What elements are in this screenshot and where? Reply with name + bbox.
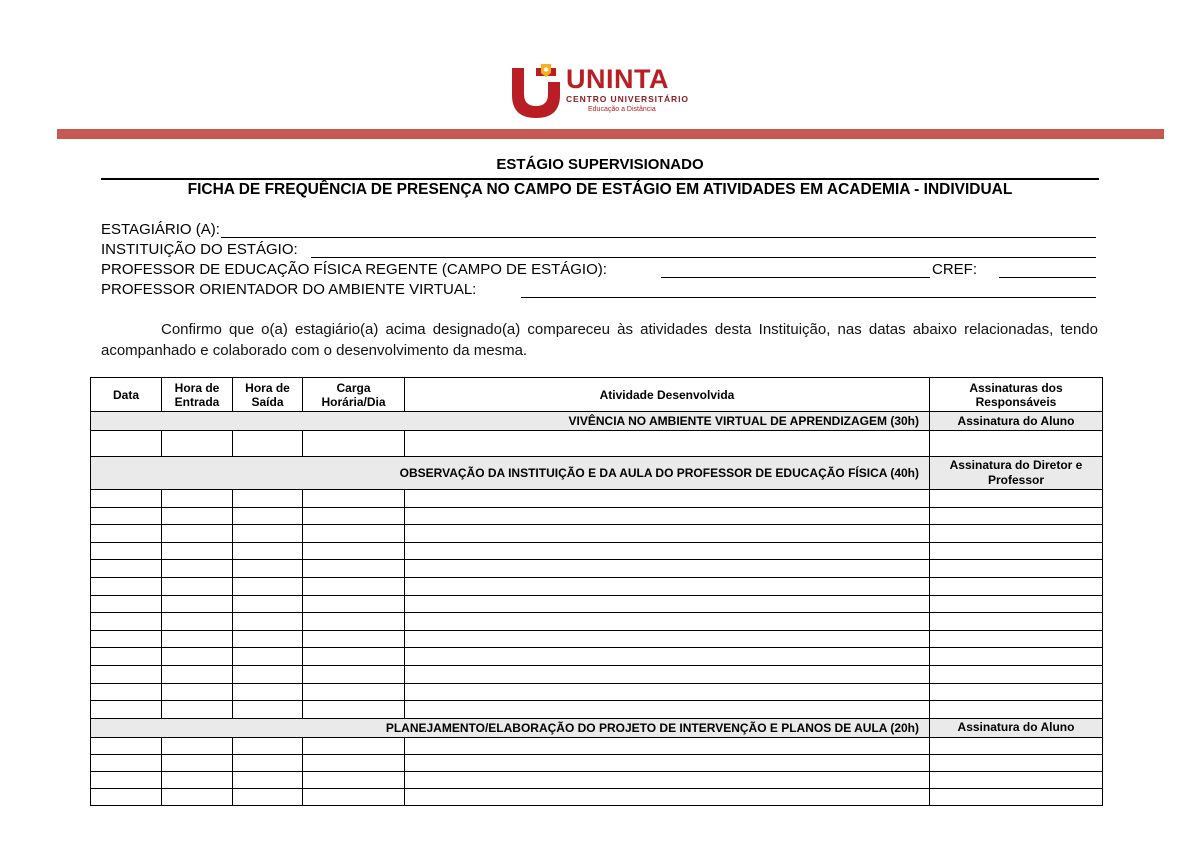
table-cell[interactable]: [303, 701, 405, 719]
table-cell[interactable]: [162, 577, 233, 595]
page-title: ESTÁGIO SUPERVISIONADO: [496, 156, 704, 173]
table-cell[interactable]: [162, 648, 233, 666]
table-cell[interactable]: [233, 701, 303, 719]
table-cell[interactable]: [91, 771, 162, 788]
table-cell[interactable]: [162, 525, 233, 543]
uninta-emblem-icon: [508, 62, 564, 120]
table-cell[interactable]: [405, 683, 930, 701]
table-cell[interactable]: [930, 630, 1103, 648]
professor-regente-field[interactable]: [101, 261, 1096, 281]
table-cell[interactable]: [930, 595, 1103, 613]
table-cell[interactable]: [162, 771, 233, 788]
attendance-table: [90, 377, 1103, 806]
table-cell[interactable]: [930, 490, 1103, 508]
table-cell[interactable]: [405, 542, 930, 560]
table-row: [91, 683, 1103, 701]
table-cell[interactable]: [233, 577, 303, 595]
table-cell[interactable]: [162, 665, 233, 683]
table-cell[interactable]: [303, 737, 405, 754]
section-signature-label: Assinatura do Diretor e Professor: [930, 457, 1103, 490]
table-cell[interactable]: [91, 788, 162, 805]
table-row: [91, 665, 1103, 683]
table-cell[interactable]: [233, 525, 303, 543]
table-cell[interactable]: [91, 737, 162, 754]
table-cell[interactable]: [405, 525, 930, 543]
table-cell[interactable]: [91, 754, 162, 771]
table-cell[interactable]: [930, 431, 1103, 457]
professor-orientador-label: PROFESSOR ORIENTADOR DO AMBIENTE VIRTUAL:: [101, 281, 477, 298]
table-cell[interactable]: [930, 771, 1103, 788]
table-cell[interactable]: [91, 648, 162, 666]
table-cell[interactable]: [91, 431, 162, 457]
table-cell[interactable]: [91, 595, 162, 613]
header-divider: [57, 129, 1164, 139]
table-cell[interactable]: [930, 648, 1103, 666]
logo-subtitle: CENTRO UNIVERSITÁRIO: [566, 94, 689, 104]
table-cell[interactable]: [303, 431, 405, 457]
table-cell[interactable]: [930, 754, 1103, 771]
table-cell[interactable]: [233, 648, 303, 666]
table-row: [91, 490, 1103, 508]
estagiario-line[interactable]: [221, 237, 1096, 238]
table-cell[interactable]: [405, 560, 930, 578]
table-row: [91, 701, 1103, 719]
table-cell[interactable]: [233, 431, 303, 457]
estagiario-field[interactable]: [101, 221, 1096, 241]
table-cell[interactable]: [162, 595, 233, 613]
table-cell[interactable]: [930, 683, 1103, 701]
section-title: OBSERVAÇÃO DA INSTITUIÇÃO E DA AULA DO PROFESSOR DE EDUCAÇÃO FÍSICA (40h): [91, 457, 930, 490]
logo-tagline: Educação a Distância: [588, 106, 656, 113]
section-title: PLANEJAMENTO/ELABORAÇÃO DO PROJETO DE INTERVENÇÃO E PLANOS DE AULA (20h): [91, 718, 930, 737]
table-cell[interactable]: [303, 665, 405, 683]
table-row: [91, 560, 1103, 578]
table-body: [91, 412, 1103, 806]
table-row: [91, 754, 1103, 771]
table-cell[interactable]: [233, 560, 303, 578]
professor-orientador-line[interactable]: [521, 297, 1096, 298]
table-row: [91, 577, 1103, 595]
table-cell[interactable]: [405, 630, 930, 648]
table-cell[interactable]: [303, 577, 405, 595]
professor-regente-line[interactable]: [661, 277, 938, 278]
table-cell[interactable]: [162, 613, 233, 631]
section-header-row: [91, 412, 1103, 431]
table-cell[interactable]: [233, 788, 303, 805]
table-cell[interactable]: [405, 577, 930, 595]
table-cell[interactable]: [405, 507, 930, 525]
table-cell[interactable]: [91, 665, 162, 683]
table-cell[interactable]: [303, 560, 405, 578]
section-header-row: [91, 457, 1103, 490]
table-cell[interactable]: [405, 665, 930, 683]
table-cell[interactable]: [303, 771, 405, 788]
table-row: [91, 542, 1103, 560]
table-row: [91, 630, 1103, 648]
table-cell[interactable]: [303, 788, 405, 805]
table-cell[interactable]: [162, 490, 233, 508]
table-cell[interactable]: [162, 737, 233, 754]
table-cell[interactable]: [405, 771, 930, 788]
table-row: [91, 613, 1103, 631]
table-cell[interactable]: [303, 648, 405, 666]
table-cell[interactable]: [233, 507, 303, 525]
table-cell[interactable]: [162, 542, 233, 560]
instituicao-field[interactable]: [101, 241, 1096, 261]
confirmation-statement: Confirmo que o(a) estagiário(a) acima designado(a) compareceu às atividades desta Instituição, nas datas abaixo relacionadas, tendo acompanhado e colaborado com o desenvolvimento da mesma.: [101, 321, 1098, 359]
table-cell[interactable]: [303, 683, 405, 701]
table-cell[interactable]: [233, 683, 303, 701]
instituicao-label: INSTITUIÇÃO DO ESTÁGIO:: [101, 241, 298, 258]
estagiario-label: ESTAGIÁRIO (A):: [101, 221, 220, 238]
table-cell[interactable]: [233, 754, 303, 771]
table-cell[interactable]: [91, 542, 162, 560]
table-cell[interactable]: [233, 771, 303, 788]
col-hora-entrada: Hora de Entrada: [162, 378, 233, 412]
col-data: Data: [91, 378, 162, 412]
table-cell[interactable]: [405, 595, 930, 613]
table-cell[interactable]: [91, 630, 162, 648]
table-cell[interactable]: [405, 490, 930, 508]
table-cell[interactable]: [233, 665, 303, 683]
table-cell[interactable]: [233, 630, 303, 648]
table-row: [91, 771, 1103, 788]
table-cell[interactable]: [303, 490, 405, 508]
col-assinaturas: Assinaturas dos Responsáveis: [930, 378, 1103, 412]
table-cell[interactable]: [930, 665, 1103, 683]
col-hora-saida: Hora de Saída: [233, 378, 303, 412]
table-cell[interactable]: [405, 788, 930, 805]
table-cell[interactable]: [405, 431, 930, 457]
page-subtitle: FICHA DE FREQUÊNCIA DE PRESENÇA NO CAMPO DE ESTÁGIO EM ATIVIDADES EM ACADEMIA - INDIVIDUAL: [101, 178, 1099, 199]
table-cell[interactable]: [162, 630, 233, 648]
table-row: [91, 737, 1103, 754]
section-header-row: [91, 718, 1103, 737]
col-carga-horaria: Carga Horária/Dia: [303, 378, 405, 412]
table-cell[interactable]: [91, 525, 162, 543]
table-header-row: [91, 378, 1103, 412]
professor-orientador-field[interactable]: [101, 281, 1096, 301]
table-row: [91, 525, 1103, 543]
section-title: VIVÊNCIA NO AMBIENTE VIRTUAL DE APRENDIZAGEM (30h): [91, 412, 930, 431]
table-cell[interactable]: [930, 525, 1103, 543]
table-row: [91, 788, 1103, 805]
table-cell[interactable]: [930, 788, 1103, 805]
table-cell[interactable]: [162, 788, 233, 805]
table-cell[interactable]: [930, 577, 1103, 595]
table-cell[interactable]: [162, 683, 233, 701]
institution-logo: [508, 62, 693, 120]
table-cell[interactable]: [91, 683, 162, 701]
table-cell[interactable]: [405, 701, 930, 719]
table-row: [91, 431, 1103, 457]
table-cell[interactable]: [303, 595, 405, 613]
table-cell[interactable]: [162, 701, 233, 719]
table-cell[interactable]: [303, 754, 405, 771]
table-cell[interactable]: [91, 613, 162, 631]
table-cell[interactable]: [930, 737, 1103, 754]
table-cell[interactable]: [91, 490, 162, 508]
col-atividade: Atividade Desenvolvida: [405, 378, 930, 412]
cref-line[interactable]: [999, 277, 1096, 278]
table-cell[interactable]: [930, 542, 1103, 560]
table-row: [91, 595, 1103, 613]
table-cell[interactable]: [405, 613, 930, 631]
table-cell[interactable]: [162, 431, 233, 457]
table-cell[interactable]: [91, 577, 162, 595]
table-cell[interactable]: [405, 648, 930, 666]
table-cell[interactable]: [162, 560, 233, 578]
table-cell[interactable]: [91, 507, 162, 525]
table-cell[interactable]: [303, 525, 405, 543]
table-cell[interactable]: [930, 613, 1103, 631]
section-signature-label: Assinatura do Aluno: [930, 718, 1103, 737]
instituicao-line[interactable]: [311, 257, 1096, 258]
logo-brand: UNINTA: [566, 64, 669, 94]
cref-label: CREF:: [932, 261, 977, 278]
table-cell[interactable]: [233, 542, 303, 560]
table-cell[interactable]: [930, 560, 1103, 578]
table-cell[interactable]: [233, 490, 303, 508]
table-cell[interactable]: [91, 701, 162, 719]
table-row: [91, 648, 1103, 666]
table-cell[interactable]: [930, 507, 1103, 525]
table-cell[interactable]: [405, 754, 930, 771]
table-cell[interactable]: [91, 560, 162, 578]
table-cell[interactable]: [233, 613, 303, 631]
table-cell[interactable]: [303, 613, 405, 631]
table-cell[interactable]: [233, 595, 303, 613]
table-cell[interactable]: [303, 507, 405, 525]
section-signature-label: Assinatura do Aluno: [930, 412, 1103, 431]
table-cell[interactable]: [405, 737, 930, 754]
table-cell[interactable]: [162, 507, 233, 525]
table-cell[interactable]: [303, 542, 405, 560]
professor-regente-label: PROFESSOR DE EDUCAÇÃO FÍSICA REGENTE (CAMPO DE ESTÁGIO):: [101, 261, 607, 278]
table-cell[interactable]: [162, 754, 233, 771]
table-cell[interactable]: [930, 701, 1103, 719]
table-cell[interactable]: [303, 630, 405, 648]
table-cell[interactable]: [233, 737, 303, 754]
table-row: [91, 507, 1103, 525]
